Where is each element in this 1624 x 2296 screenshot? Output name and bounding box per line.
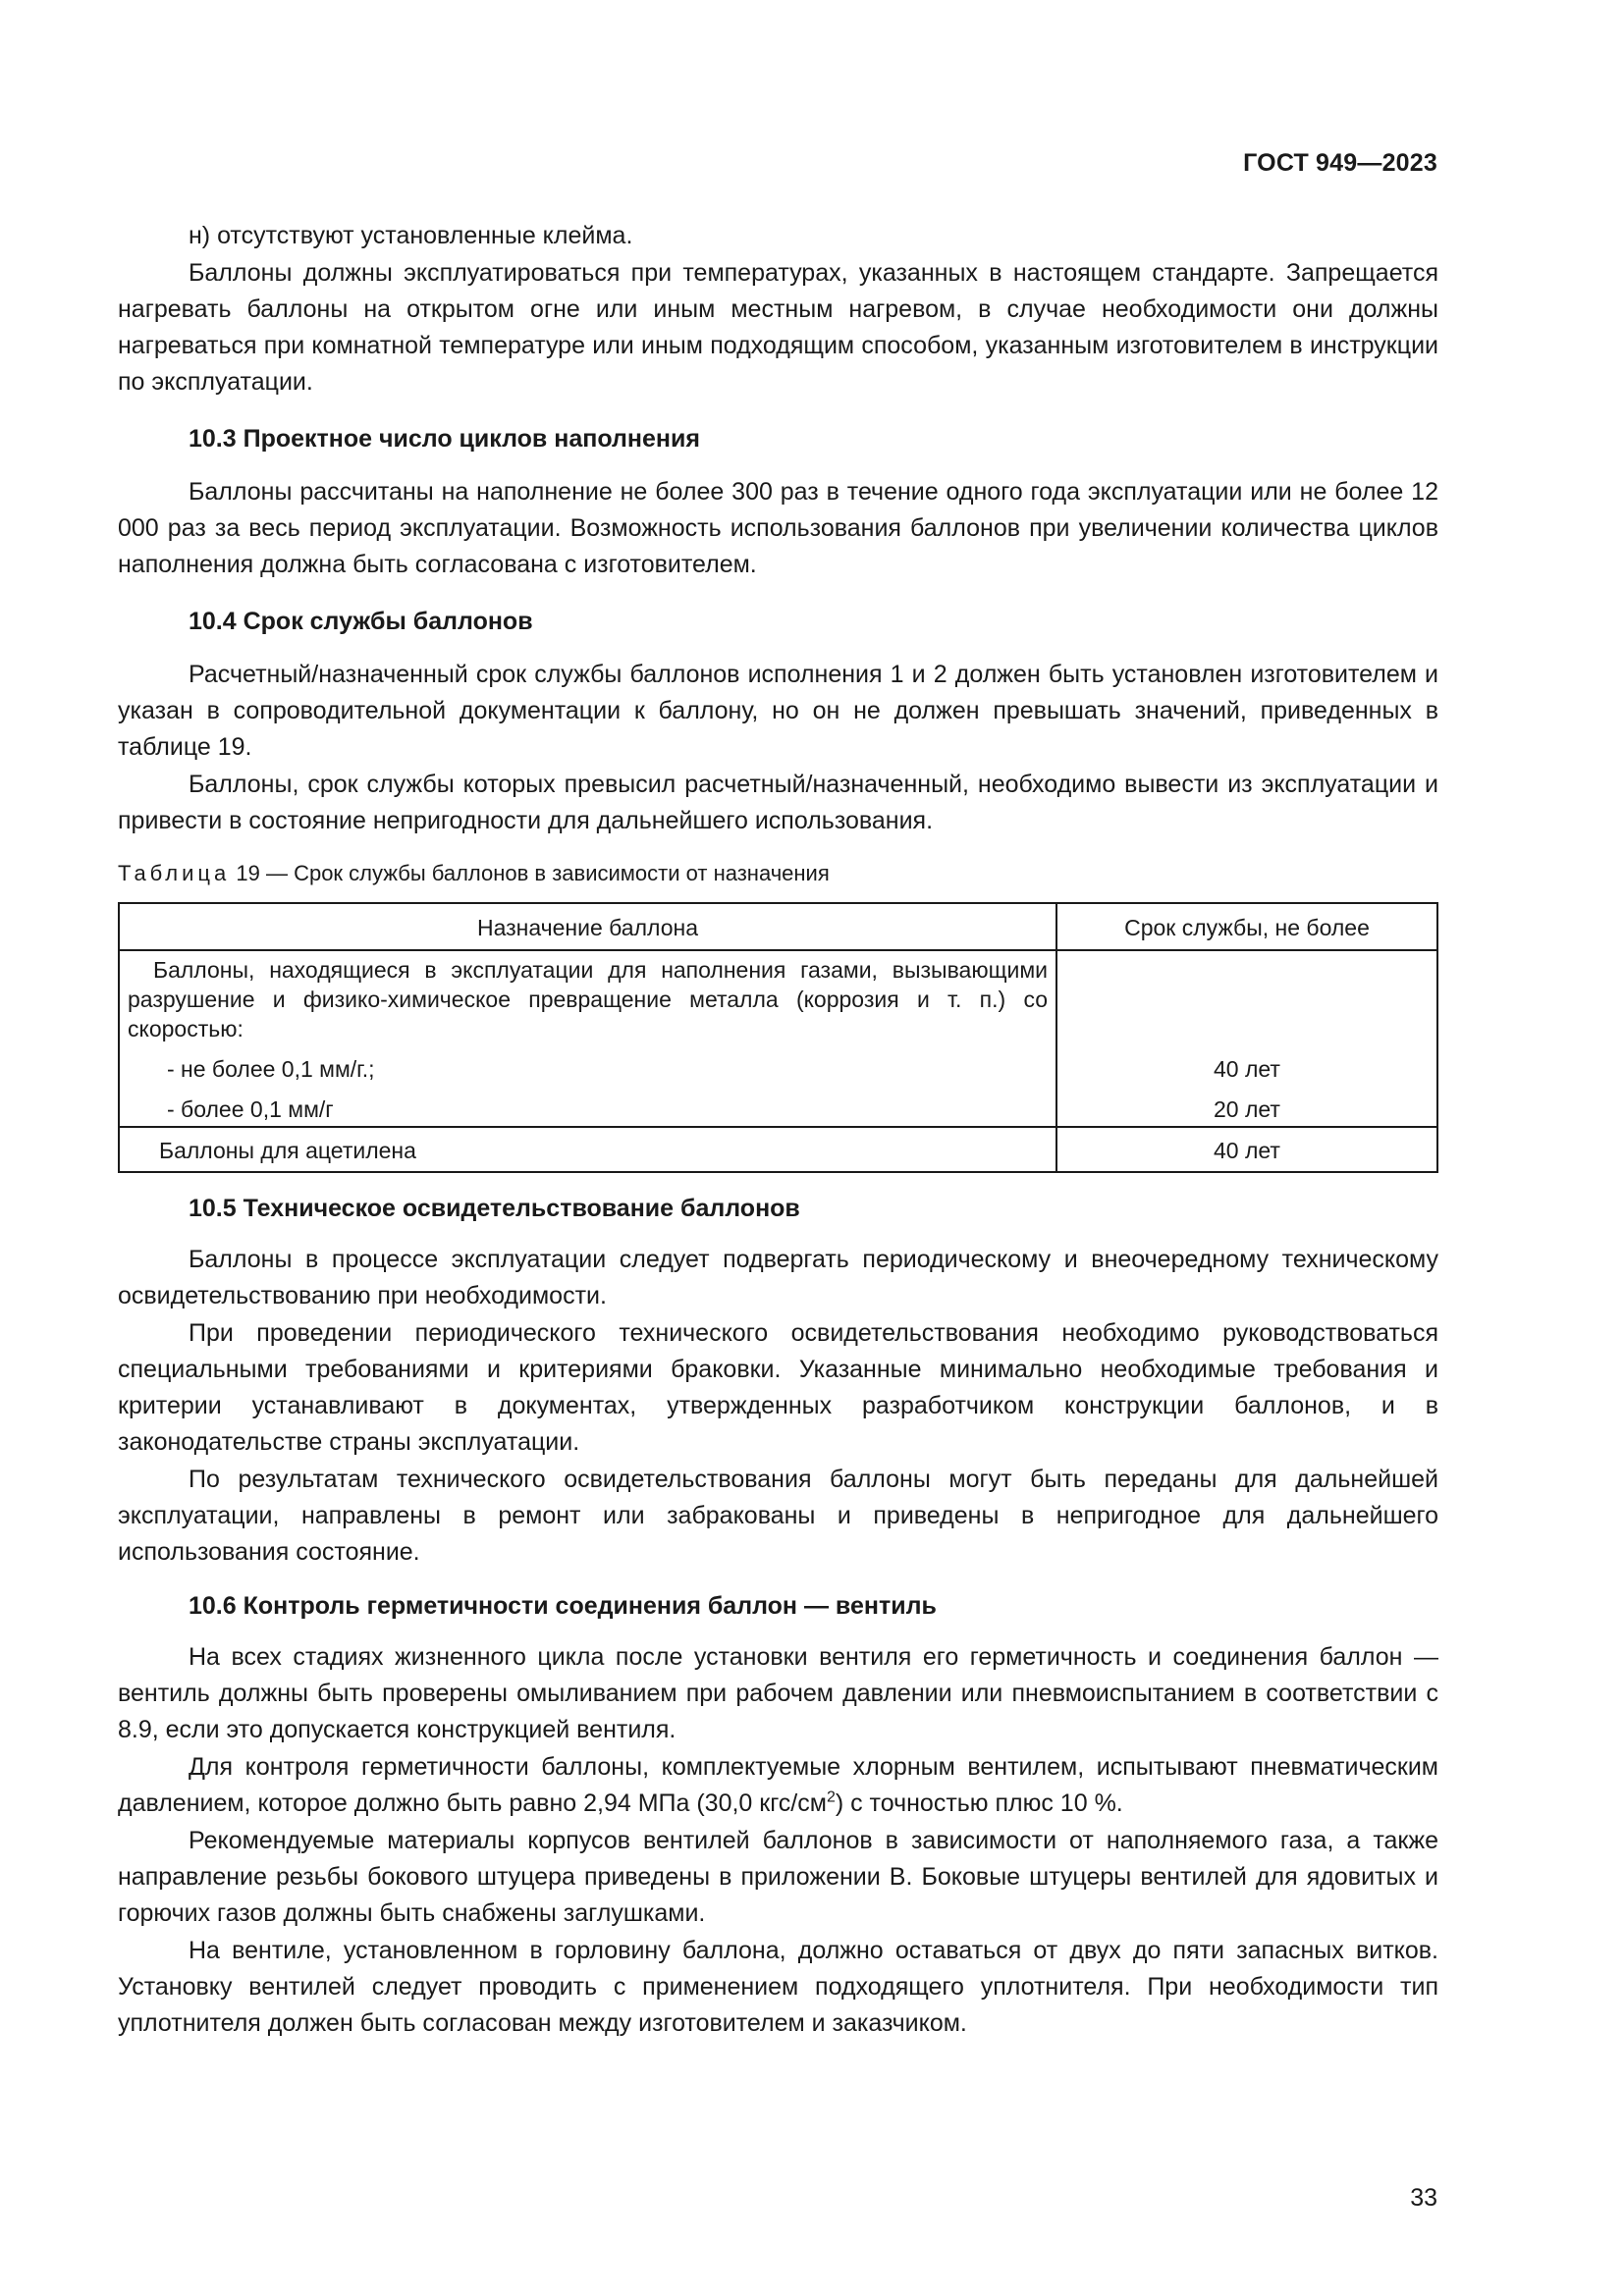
paragraph-service-life: Расчетный/назначенный срок службы баллонов исполнения 1 и 2 должен быть установлен изготовителем и указан в сопроводительной документации к баллону, но он не должен превышать значений, приведенных в таблице 19. — [118, 661, 1438, 761]
paragraph-decommission: Баллоны, срок службы которых превысил расчетный/назначенный, необходимо вывести из эксплуатации и привести в состояние непригодности для дальнейшего использования. — [118, 771, 1438, 834]
subitem-rate-low: - не более 0,1 мм/г.; — [167, 1056, 375, 1082]
list-item-n: н) отсутствуют установленные клейма. — [189, 222, 633, 249]
table-cell-purpose — [119, 950, 1056, 1127]
paragraph-inspection: Баллоны в процессе эксплуатации следует подвергать периодическому и внеочередному техническому освидетельствованию при необходимости. — [118, 1246, 1438, 1309]
column-header-purpose: Назначение баллона — [119, 903, 1056, 950]
paragraph-filling-cycles: Баллоны рассчитаны на наполнение не более 300 раз в течение одного года эксплуатации или не более 12 000 раз за весь период эксплуатации. Возможность использования баллонов при увеличении количества циклов наполнения должна быть согласована с изготовителем. — [118, 478, 1438, 578]
service-life-table — [118, 902, 1438, 1173]
table-caption-text: 19 — Срок службы баллонов в зависимости от назначения — [230, 861, 830, 885]
section-heading-10-6: 10.6 Контроль герметичности соединения баллон — вентиль — [189, 1592, 937, 1620]
section-heading-10-3: 10.3 Проектное число циклов наполнения — [189, 425, 700, 453]
paragraph-chlorine-valve — [118, 1749, 1438, 1822]
table-caption-label: Таблица — [118, 861, 231, 885]
table-row — [119, 950, 1437, 1127]
table-row — [119, 1127, 1437, 1172]
subitem-rate-high: - более 0,1 мм/г — [167, 1096, 334, 1122]
corrosive-gases-description: Баллоны, находящиеся в эксплуатации для наполнения газами, вызывающими разрушение и физико-химическое превращение металла (коррозия и т. п.) со скоростью: — [128, 957, 1048, 1041]
paragraph-inspection-criteria: При проведении периодического технического освидетельствования необходимо руководствоваться специальными требованиями и критериями браковки. Указанные минимально необходимые требования и критерии устанавливают в документах, утвержденных разработчиком конструкции баллонов, и в законодательстве страны эксплуатации. — [118, 1319, 1438, 1456]
column-header-life: Срок службы, не более — [1056, 903, 1437, 950]
page-number: 33 — [1410, 2184, 1437, 2212]
life-rate-low: 40 лет — [1214, 1056, 1280, 1082]
document-header: ГОСТ 949—2023 — [1243, 149, 1437, 177]
paragraph-valve-threads: На вентиле, установленном в горловину баллона, должно оставаться от двух до пяти запасных витков. Установку вентилей следует проводить с применением подходящего уплотнителя. При необходимости тип уплотнителя должен быть согласован между изготовителем и заказчиком. — [118, 1937, 1438, 2037]
pressure-text: Для контроля герметичности баллоны, комплектуемые хлорным вентилем, испытывают пневматическим давлением, которое должно быть равно 2,94 МПа (30,0 кгс/см — [118, 1753, 1438, 1817]
superscript: 2 — [826, 1789, 836, 1806]
section-heading-10-5: 10.5 Техническое освидетельствование баллонов — [189, 1195, 800, 1222]
page-content — [118, 218, 1438, 2042]
paragraph-valve-materials: Рекомендуемые материалы корпусов вентилей баллонов в зависимости от наполняемого газа, а также направление резьбы бокового штуцера приведены в приложении В. Боковые штуцеры вентилей для ядовитых и горючих газов должны быть снабжены заглушками. — [118, 1827, 1438, 1927]
table-cell-acetylene-life: 40 лет — [1056, 1127, 1437, 1172]
table-caption — [118, 859, 1438, 888]
life-rate-high: 20 лет — [1214, 1096, 1280, 1122]
section-heading-10-4: 10.4 Срок службы баллонов — [189, 608, 533, 635]
pressure-text-tail: ) с точностью плюс 10 %. — [835, 1789, 1123, 1817]
paragraph-leak-test: На всех стадиях жизненного цикла после установки вентиля его герметичность и соединения баллон — вентиль должны быть проверены омыливанием при рабочем давлении или пневмоиспытанием в соответствии с 8.9, если это допускается конструкцией вентиля. — [118, 1643, 1438, 1743]
paragraph-inspection-results: По результатам технического освидетельствования баллоны могут быть переданы для дальнейшей эксплуатации, направлены в ремонт или забракованы и приведены в непригодное для дальнейшего использования состояние. — [118, 1466, 1438, 1566]
paragraph-temperature: Баллоны должны эксплуатироваться при температурах, указанных в настоящем стандарте. Запрещается нагревать баллоны на открытом огне или иным местным нагревом, в случае необходимости они должны нагреваться при комнатной температуре или иным подходящим способом, указанным изготовителем в инструкции по эксплуатации. — [118, 259, 1438, 396]
table-header-row — [119, 903, 1437, 950]
table-cell-acetylene: Баллоны для ацетилена — [119, 1127, 1056, 1172]
table-cell-life — [1056, 950, 1437, 1127]
